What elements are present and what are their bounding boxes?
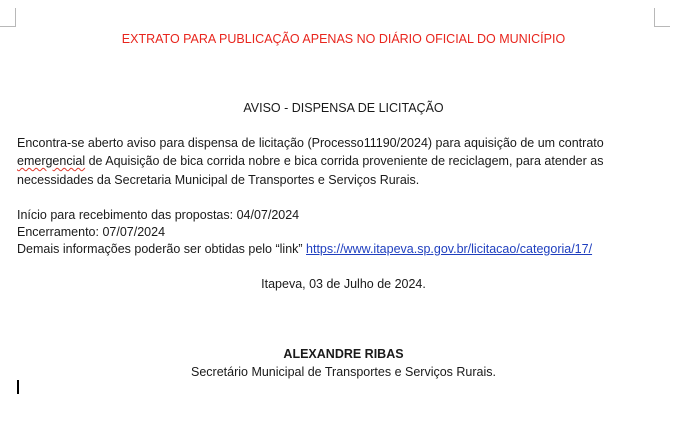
- end-date-line: Encerramento: 07/07/2024: [17, 225, 166, 239]
- body-line-2-text: de Aquisição de bica corrida nobre e bica corrida proveniente de reciclagem, para atender as: [85, 154, 604, 168]
- info-prefix: Demais informações poderão ser obtidas pelo “link”: [17, 242, 307, 256]
- body-line-3: necessidades da Secretaria Municipal de Transportes e Serviços Rurais.: [17, 173, 420, 187]
- signature-name: ALEXANDRE RIBAS: [283, 347, 404, 361]
- margin-corner-mark-right: [654, 8, 670, 27]
- info-line: [17, 241, 592, 257]
- info-link[interactable]: https://www.itapeva.sp.gov.br/licitacao/categoria/17/: [306, 242, 593, 256]
- margin-corner-mark-left: [0, 8, 16, 27]
- body-line-2: [17, 153, 603, 169]
- date-line: Itapeva, 03 de Julho de 2024.: [261, 277, 426, 291]
- header-notice: EXTRATO PARA PUBLICAÇÃO APENAS NO DIÁRIO OFICIAL DO MUNICÍPIO: [121, 32, 566, 46]
- body-line-1: Encontra-se aberto aviso para dispensa de licitação (Processo11190/2024) para aquisição de um contrato: [17, 136, 604, 150]
- signature-role: Secretário Municipal de Transportes e Serviços Rurais.: [191, 365, 496, 379]
- text-cursor: [17, 380, 19, 394]
- spellcheck-word[interactable]: emergencial: [17, 154, 86, 168]
- document-title: AVISO - DISPENSA DE LICITAÇÃO: [243, 101, 444, 115]
- start-date-line: Início para recebimento das propostas: 04/07/2024: [17, 208, 300, 222]
